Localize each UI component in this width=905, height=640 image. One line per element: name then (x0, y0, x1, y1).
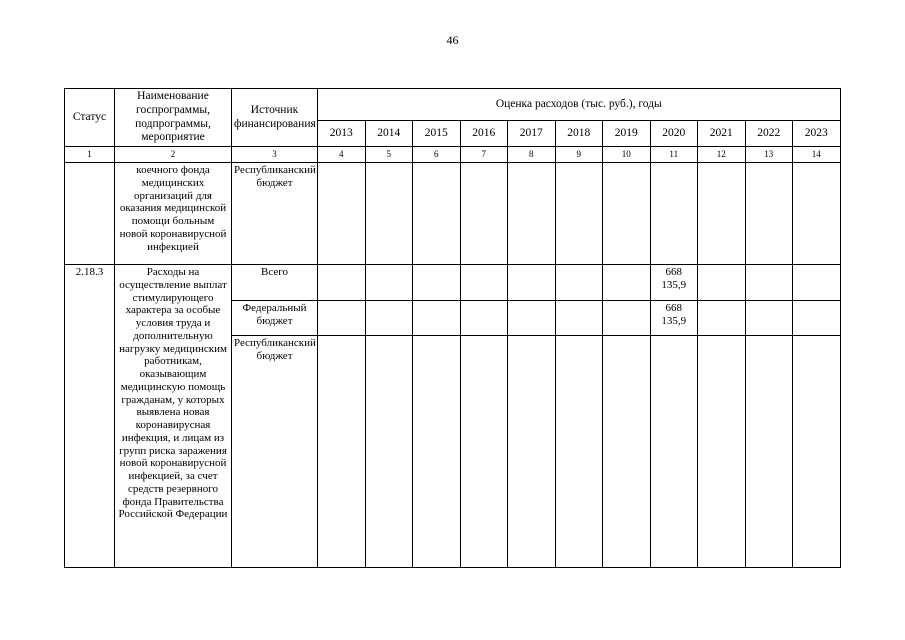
value-cell (603, 265, 651, 301)
value-cell (555, 163, 603, 265)
year-header-cell: 2018 (555, 121, 603, 147)
column-number-cell: 14 (793, 147, 841, 163)
column-number-cell: 1 (65, 147, 115, 163)
value-cell (508, 265, 556, 301)
budget-table (64, 88, 841, 568)
value-cell (508, 336, 556, 568)
year-header-cell: 2013 (318, 121, 366, 147)
value-cell (793, 301, 841, 336)
year-header-cell: 2021 (698, 121, 746, 147)
header-row-main (65, 89, 841, 121)
value-cell (460, 265, 508, 301)
value-cell (413, 301, 461, 336)
value-cell (460, 301, 508, 336)
value-cell (745, 336, 793, 568)
header-funding-source: Источник финансирования (232, 89, 318, 147)
value-cell (603, 301, 651, 336)
year-header-cell: 2019 (603, 121, 651, 147)
column-number-cell: 2 (115, 147, 232, 163)
value-cell (698, 301, 746, 336)
value-cell (365, 163, 413, 265)
value-cell (413, 163, 461, 265)
page-number: 46 (446, 33, 459, 47)
column-number-cell: 6 (413, 147, 461, 163)
column-number-cell: 7 (460, 147, 508, 163)
column-number-cell: 8 (508, 147, 556, 163)
value-cell (555, 336, 603, 568)
value-cell (745, 163, 793, 265)
year-header-cell: 2015 (413, 121, 461, 147)
value-cell (603, 336, 651, 568)
value-cell (318, 301, 366, 336)
value-cell (603, 163, 651, 265)
value-cell (745, 301, 793, 336)
year-header-cell: 2016 (460, 121, 508, 147)
value-cell (318, 265, 366, 301)
value-cell (365, 301, 413, 336)
status-cell: 2.18.3 (65, 265, 115, 568)
value-cell (365, 336, 413, 568)
value-cell (698, 336, 746, 568)
value-cell (745, 265, 793, 301)
value-cell (793, 163, 841, 265)
value-cell: 668 135,9 (650, 301, 698, 336)
value-cell (413, 265, 461, 301)
value-cell (698, 163, 746, 265)
funding-source-cell: Республиканский бюджет (232, 163, 318, 265)
value-cell (460, 163, 508, 265)
column-number-cell: 3 (232, 147, 318, 163)
column-number-cell: 4 (318, 147, 366, 163)
value-cell (555, 265, 603, 301)
column-number-cell: 5 (365, 147, 413, 163)
year-header-cell: 2022 (745, 121, 793, 147)
year-header-cell: 2023 (793, 121, 841, 147)
value-cell (508, 163, 556, 265)
status-cell (65, 163, 115, 265)
value-cell (460, 336, 508, 568)
funding-source-cell: Республиканский бюджет (232, 336, 318, 568)
column-number-cell: 11 (650, 147, 698, 163)
header-expenses-title: Оценка расходов (тыс. руб.), годы (318, 89, 841, 121)
column-number-cell: 13 (745, 147, 793, 163)
value-cell (413, 336, 461, 568)
program-name-cell: коечного фонда медицинских организаций для оказания медицинской помощи больным новой коронавирусной инфекцией (115, 163, 232, 265)
table-body (65, 163, 841, 568)
funding-source-cell: Всего (232, 265, 318, 301)
value-cell (793, 336, 841, 568)
value-cell (650, 163, 698, 265)
value-cell (318, 336, 366, 568)
funding-source-cell: Федеральный бюджет (232, 301, 318, 336)
column-number-cell: 10 (603, 147, 651, 163)
table-row-continuation (65, 163, 841, 265)
year-header-cell: 2014 (365, 121, 413, 147)
value-cell (365, 265, 413, 301)
year-header-cell: 2017 (508, 121, 556, 147)
program-name-cell: Расходы на осуществление выплат стимулирующего характера за особые условия труда и дополнительную нагрузку медицинским работникам, оказывающим медицинскую помощь гражданам, у которых выявлена новая коронавирусная инфекция, и лицам из групп риска заражения новой коронавирусной инфекцией, за счет средств резервного фонда Правительства Российской Федерации (115, 265, 232, 568)
column-number-cell: 9 (555, 147, 603, 163)
header-row-column-numbers (65, 147, 841, 163)
year-header-cell: 2020 (650, 121, 698, 147)
value-cell (318, 163, 366, 265)
value-cell (555, 301, 603, 336)
header-program-name: Наименование госпрограммы, подпрограммы, мероприятие (115, 89, 232, 147)
header-status: Статус (65, 89, 115, 147)
value-cell (793, 265, 841, 301)
value-cell (698, 265, 746, 301)
column-number-cell: 12 (698, 147, 746, 163)
table-row-2-18-3-total (65, 265, 841, 301)
value-cell (650, 336, 698, 568)
value-cell (508, 301, 556, 336)
table-header (65, 89, 841, 163)
value-cell: 668 135,9 (650, 265, 698, 301)
